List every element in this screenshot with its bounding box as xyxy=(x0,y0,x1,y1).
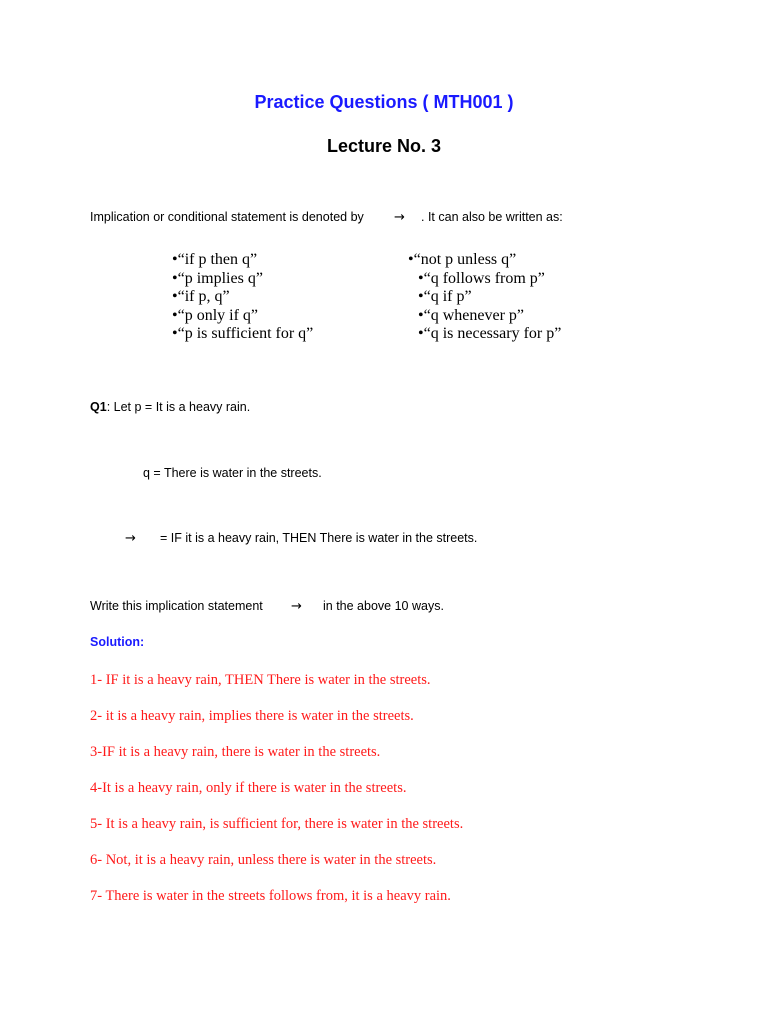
implication-definition: = IF it is a heavy rain, THEN There is water in the streets. xyxy=(160,531,478,545)
task-text-continued: in the above 10 ways. xyxy=(323,599,444,613)
implication-arrow-symbol: → xyxy=(291,599,302,614)
forms-left-list xyxy=(172,251,313,344)
form-item: •“if p then q” xyxy=(172,251,258,268)
intro-text-continued: . It can also be written as: xyxy=(421,210,563,224)
form-item: •“p implies q” xyxy=(172,269,263,287)
q-definition: q = There is water in the streets. xyxy=(143,466,322,480)
form-item: •“p is sufficient for q” xyxy=(172,325,314,342)
task-text: Write this implication statement xyxy=(90,599,263,613)
form-item: •“if p, q” xyxy=(172,288,230,305)
p-definition: Let p = It is a heavy rain. xyxy=(113,400,251,414)
answer-item: 1- IF it is a heavy rain, THEN There is water in the streets. xyxy=(90,672,431,688)
form-item: •“not p unless q” xyxy=(408,251,517,268)
form-item: •“q if p” xyxy=(418,288,472,305)
solution-heading: Solution: xyxy=(90,635,145,649)
question-colon: : xyxy=(106,400,111,414)
answer-item: 4-It is a heavy rain, only if there is water in the streets. xyxy=(90,780,407,796)
answer-item: 6- Not, it is a heavy rain, unless there is water in the streets. xyxy=(90,852,437,868)
page-title: Practice Questions ( MTH001 ) xyxy=(254,92,514,112)
implication-arrow-symbol: → xyxy=(125,531,136,546)
answer-item: 7- There is water in the streets follows from, it is a heavy rain. xyxy=(90,888,451,904)
answer-item: 3-IF it is a heavy rain, there is water in the streets. xyxy=(90,744,381,760)
answer-item: 5- It is a heavy rain, is sufficient for, there is water in the streets. xyxy=(90,816,464,832)
form-item: •“p only if q” xyxy=(172,306,259,324)
form-item: •“q whenever p” xyxy=(418,306,524,324)
forms-right-list xyxy=(408,251,561,344)
form-item: •“q is necessary for p” xyxy=(418,325,562,342)
lecture-heading: Lecture No. 3 xyxy=(326,136,442,156)
answer-item: 2- it is a heavy rain, implies there is water in the streets. xyxy=(90,708,414,724)
question-label: Q1 xyxy=(90,400,107,414)
form-item: •“q follows from p” xyxy=(418,269,545,287)
implication-arrow-symbol: → xyxy=(394,210,405,225)
intro-text: Implication or conditional statement is denoted by xyxy=(90,210,364,224)
question-p-line xyxy=(90,400,250,414)
